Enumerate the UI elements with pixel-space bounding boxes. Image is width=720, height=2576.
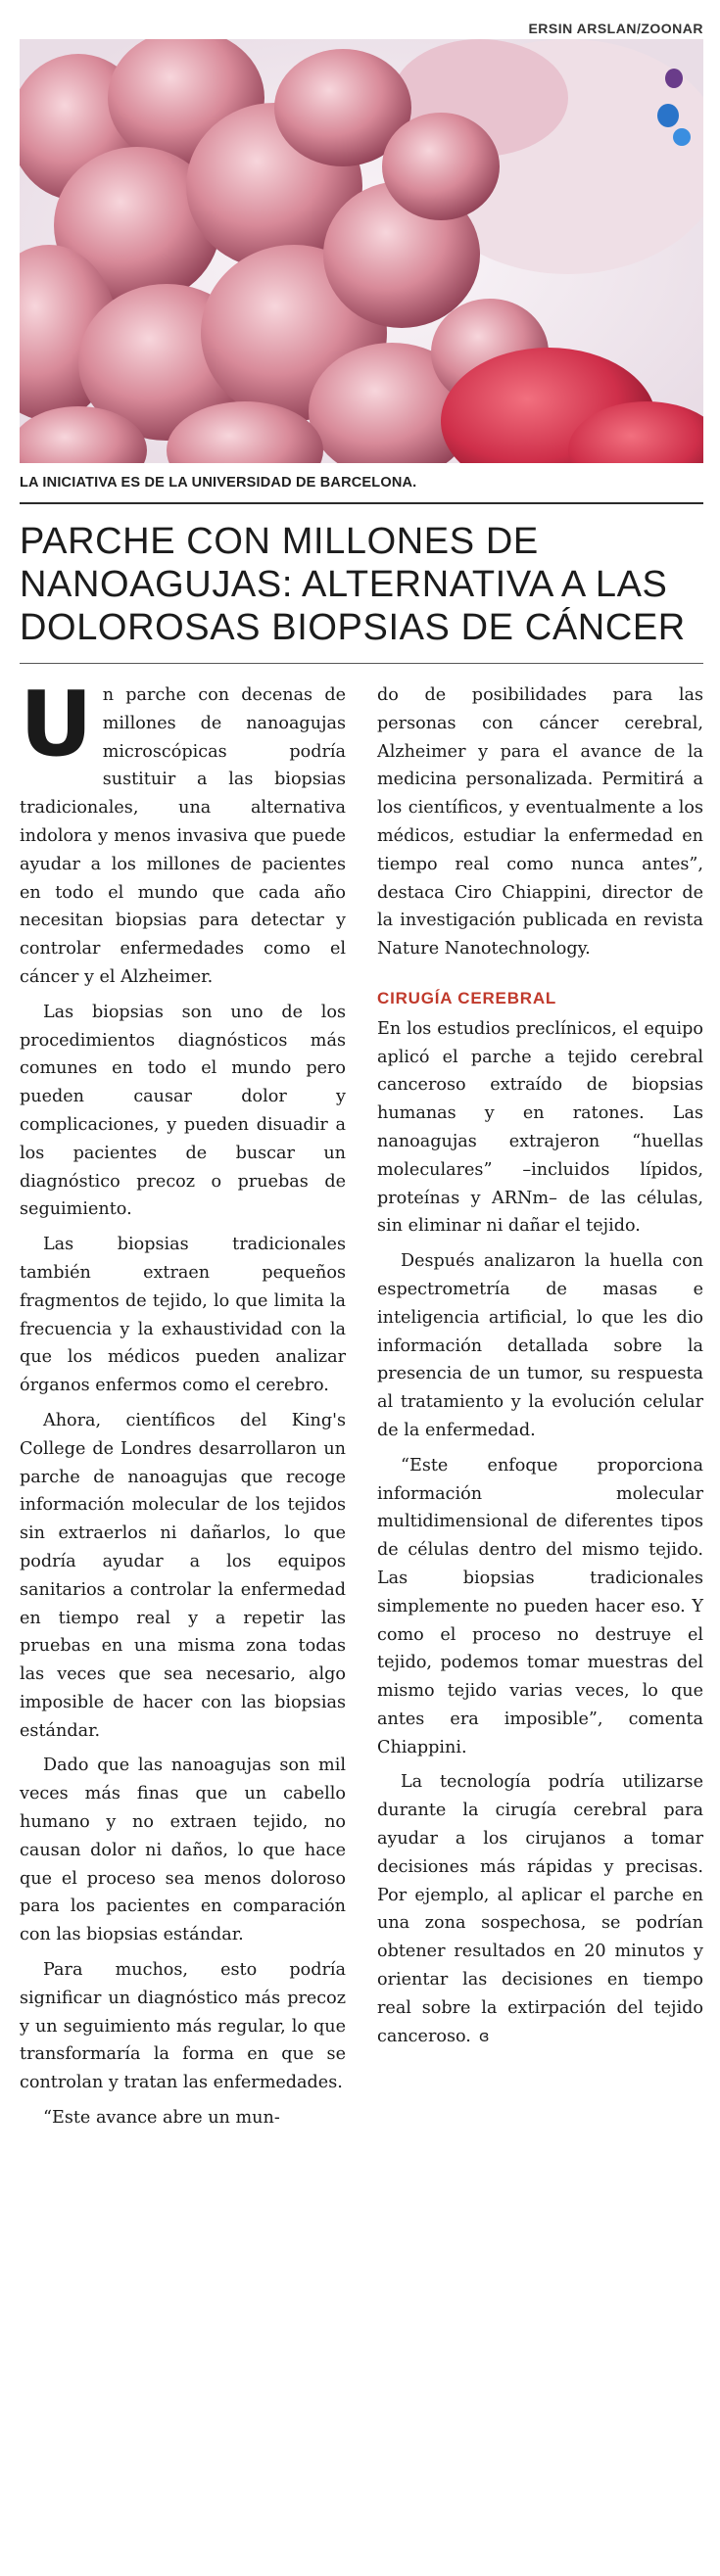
paragraph: La tecnología podría utilizarse durante la cirugía cerebral para ayudar a los cirujanos a tomar decisiones más rápidas y precisas. Por ejemplo, al aplicar el parche en una zona sospechosa, se podrían obtener resultados en 20 minutos y orientar las decisiones en tiempo real sobre la extirpación del tejido canceroso. ɞ	[377, 1772, 703, 2046]
paragraph: Dado que las nanoagujas son mil veces más finas que un cabello humano y no extraen tejido, no causan dolor ni daños, lo que hace que el proceso sea menos doloroso para los pacientes en comparación con las biopsias estándar.	[20, 1756, 346, 1945]
section-subhead: CIRUGÍA CEREBRAL	[377, 988, 557, 1007]
photo-caption: LA INICIATIVA ES DE LA UNIVERSIDAD DE BARCELONA.	[20, 475, 703, 504]
dropcap: U	[20, 672, 93, 776]
nanoneedle-microscope-image	[20, 39, 703, 463]
end-mark-icon: ɞ	[478, 2026, 490, 2045]
article-photo	[20, 39, 703, 463]
paragraph: Las biopsias son uno de los procedimientos diagnósticos más comunes en todo el mundo pero pueden causar dolor y complicaciones, y pueden disuadir a los pacientes de buscar un diagnóstico precoz o pruebas de seguimiento.	[20, 1002, 346, 1220]
article-page	[20, 18, 703, 2139]
paragraph: “Este enfoque proporciona información molecular multidimensional de diferentes tipos de células dentro del mismo tejido. Las biopsias tradicionales simplemente no pueden hacer eso. Y como el proceso no destruye el tejido, podemos tomar muestras del mismo tejido varias veces, lo que antes era imposible”, comenta Chiappini.	[377, 1455, 703, 1757]
photo-credit: ERSIN ARSLAN/ZOONAR	[528, 21, 703, 36]
paragraph: Después analizaron la huella con espectrometría de masas e inteligencia artificial, lo que les dio información detallada sobre la presencia de un tumor, su respuesta al tratamiento y la evolución celular de la enfermedad.	[377, 1251, 703, 1440]
article-body	[20, 672, 703, 2139]
paragraph: En los estudios preclínicos, el equipo aplicó el parche a tejido cerebral canceroso extraído de biopsias humanas y en ratones. Las nanoagujas extrajeron “huellas moleculares” –incluidos lípidos, proteínas y ARNm– de las células, sin eliminar ni dañar el tejido.	[377, 1018, 703, 1237]
left-column	[20, 672, 346, 2139]
paragraph: Ahora, científicos del King's College de Londres desarrollaron un parche de nanoagujas que recoge información molecular de los tejidos sin extraerlos ni dañarlos, lo que podría ayudar a los equipos sanitarios a controlar la enfermedad en tiempo real y a repetir las pruebas en una misma zona todas las veces que sea necesario, algo imposible de hacer con las biopsias estándar.	[20, 1410, 346, 1741]
headline: PARCHE CON MILLONES DE NANOAGUJAS: ALTERNATIVA A LAS DOLOROSAS BIOPSIAS DE CÁNCER	[20, 520, 703, 664]
paragraph: “Este avance abre un mun-	[43, 2108, 280, 2129]
paragraph: Para muchos, esto podría significar un diagnóstico más precoz y un seguimiento más regular, lo que transformaría la forma en que se controlan y tratan las enfermedades.	[20, 1960, 346, 2093]
paragraph: do de posibilidades para las personas con cáncer cerebral, Alzheimer y para el avance de la medicina personalizada. Permitirá a los científicos, y eventualmente a los médicos, estudiar la enfermedad en tiempo real como nunca antes”, destaca Ciro Chiappini, director de la investigación publicada en revista Nature Nanotechnology.	[377, 685, 703, 960]
right-column	[377, 681, 703, 2139]
lead-paragraph: Un parche con decenas de millones de nanoagujas microscópicas podría sustituir a las biopsias tradicionales, una alternativa indolora y menos invasiva que puede ayudar a los millones de pacientes en todo el mundo que cada año necesitan biopsias para detectar y controlar enfermedades como el cáncer y el Alzheimer.	[20, 672, 346, 987]
paragraph: Las biopsias tradicionales también extraen pequeños fragmentos de tejido, lo que limita la frecuencia y la exhaustividad con la que los médicos pueden analizar órganos enfermos como el cerebro.	[20, 1235, 346, 1396]
